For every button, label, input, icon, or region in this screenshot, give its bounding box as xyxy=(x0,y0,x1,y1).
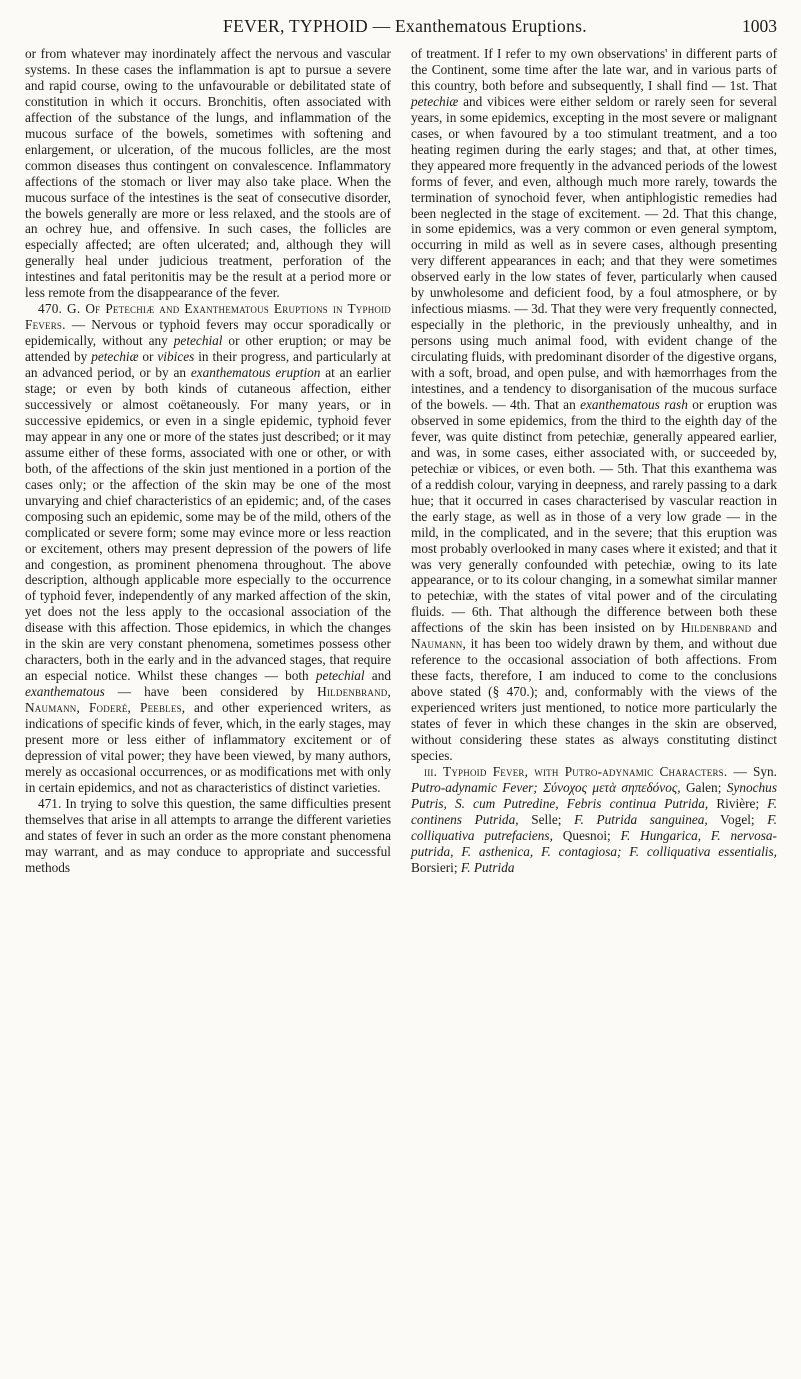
italic-term: exanthematous xyxy=(25,684,105,700)
italic-term: petechiæ xyxy=(91,349,139,365)
text-run: of treatment. If I refer to my own observations' in different parts of the Continent, some time after the late war, and in various parts of this country, both before and subsequently, I shall find — 1st. That xyxy=(411,46,777,93)
paragraph-text: 471. In trying to solve this question, the same difficulties present themselves that arise in all attempts to arrange the different varieties and states of fever in such an order as the more constant phenomena may warrant, and as may conduce to appropriate and successful methods xyxy=(25,795,391,875)
text-run: — have been considered by xyxy=(104,684,318,700)
text-run: in their progress, and particularly at an advanced period, or by an xyxy=(25,349,391,381)
italic-term: petechial xyxy=(315,668,365,684)
right-column xyxy=(411,46,777,876)
paragraph-convalescence xyxy=(25,46,391,301)
greek-term: Σύνοχος μετὰ σηπεδόνος, xyxy=(537,779,681,795)
section-471 xyxy=(25,796,391,876)
text-run: Syn. xyxy=(747,763,777,779)
text-run: , it has been too widely drawn by them, and without due reference to the occasional association of both affections. From these facts, therefore, I am induced to come to the conclusions above stated (§ 470.); and, conformably with the views of the experienced writers just mentioned, to notice more particularly the states of fever in which these changes in the skin are observed, without considering these states as always constituting distinct species. xyxy=(411,636,777,763)
text-run: Galen; xyxy=(680,779,727,795)
text-columns xyxy=(25,46,777,876)
text-run: Nervous or typhoid fevers may occur sporadically or epidemically, without any xyxy=(25,317,391,349)
italic-term: F. colliquativa putrefaciens, xyxy=(411,811,777,843)
paragraph-observations xyxy=(411,46,777,764)
italic-term: petechiæ xyxy=(411,93,459,109)
text-run: and xyxy=(751,620,777,636)
italic-term: F. Putrida sanguinea, xyxy=(574,811,708,827)
italic-term: F. Hungarica, F. nervosa-putrida, F. asthenica, F. contagiosa; F. colliquativa essentialis, xyxy=(411,827,777,859)
italic-term: F. Putrida xyxy=(460,859,515,875)
italic-term: exanthematous rash xyxy=(580,396,688,412)
text-run: and xyxy=(364,668,391,684)
italic-term: vibices xyxy=(157,349,195,365)
text-run: Quesnoi; xyxy=(552,827,621,843)
text-run: at an earlier stage; or even by both kinds of cutaneous affection, either successively or almost coëtaneously. For many years, or in successive epidemics, or even in a single epidemic, typhoid fever may appear in any one or more of the states just described; or it may assume either of these forms, associated with one or other, or with both, of the affections of the skin just mentioned in a portion of the cases only; or the affection of the skin may be one of the most unvarying and chief characteristics of an epidemic; and, of the cases composing such an epidemic, some may be of the mild, others of the complicated or severe form; some may evince more or less reaction or excitement, others may present depression of the powers of life and congestion, as prominent phenomena throughout. The above description, although applicable more especially to the occurrence of typhoid fever, independently of any marked affection of the skin, yet does not the less apply to the occasional association of the disease with this affection. Those epidemics, in which the changes in the skin are very constant phenomena, sometimes possess other characters, both in the early and in the advanced stages, that require an especial notice. Whilst these changes — both xyxy=(25,365,391,684)
text-run: or eruption was observed in some epidemics, from the third to the eighth day of the fever, was quite distinct from petechiæ, generally appeared earlier, and was, in some cases, either associated with, or succeeded by, petechiæ or vibices, or even both. — 5th. That this exanthema was of a reddish colour, varying in deepness, and rarely passing to a dark hue; that it occurred in cases characterised by vascular reaction in the early stage, as well as in those of a very low grade — in the mild, in the complicated, and in the severe; that this eruption was most probably overlooked in many cases where it existed; and that it was very generally confounded with petechiæ, owing to its late appearance, or to its colour changing, in a somewhat similar manner to petechiæ, with the states of vital power and of the circulating fluids. — 6th. That although the difference between both these affections of the skin has been insisted on by xyxy=(411,396,777,636)
author-name: Hildenbrand xyxy=(681,620,752,636)
italic-term: petechial xyxy=(173,333,223,349)
text-run: Vogel; xyxy=(707,811,768,827)
running-head xyxy=(25,16,777,44)
author-name: Naumann xyxy=(411,636,463,652)
italic-term: exanthematous eruption xyxy=(190,365,321,381)
section-heading-470: 470. G. Of Petechiæ and Exanthematous Eruptions in Typhoid Fevers. — xyxy=(25,301,391,333)
italic-term: F. continens Putrida, xyxy=(411,795,778,827)
section-470 xyxy=(25,301,391,796)
text-run: and vibices were either seldom or rarely seen for several years, in some epidemics, excepting in the most severe or malignant cases, or when favoured by a too stimulant treatment, and a too heating regimen during the early stages; and that, at other times, they appeared more frequently in the advanced periods of the lowest forms of fever, and even, although much more rarely, towards the termination of synochoid fever, when antiphlogistic remedies had been neglected in the stage of excitement. — 2d. That this change, in some epidemics, was a very common or even general symptom, occurring in mild as well as in severe cases, although presenting very different appearances in each; and that they were sometimes observed early in the low states of fever, particularly when caused by unwholesome and deficient food, by a foul atmosphere, or by infectious miasms. — 3d. That they were very frequently connected, especially in the plethoric, in the previously unhealthy, and in persons using much animal food, with evident change of the circulating fluids, with predominant disorder of the digestive organs, with a soft, broad, and open pulse, and with hæmorrhages from the intestines, and a tendency to disorganisation of the mucous surface of the bowels. — 4th. That an xyxy=(411,93,777,412)
running-head-title: FEVER, TYPHOID — Exanthematous Eruptions. xyxy=(223,16,587,36)
paragraph-text: or from whatever may inordinately affect the nervous and vascular systems. In these cases the inflammation is apt to pursue a severe and rapid course, owing to the unfavourable or debilitated state of constitution in which it occurs. Bronchitis, often associated with affection of the substance of the lungs, and inflammation of the mucous surface of the bowels, sometimes with softening and enlargement, or ulceration, of the mucous follicles, are the most common diseases thus contingent on convalescence. Inflammatory affections of the stomach or liver may also take place. When the mucous surface of the intestines is the seat of consecutive disorder, the bowels generally are more or less relaxed, and the stools are of an ochrey hue, and offensive. In such cases, the follicles are especially affected; are often ulcerated; and, although they will generally heal under judicious treatment, perforation of the intestines and fatal peritonitis may be the result at a period more or less remote from the disappearance of the fever. xyxy=(25,46,391,301)
text-run: Rivière; xyxy=(708,795,768,811)
text-run: Selle; xyxy=(518,811,575,827)
author-names: Hildenbrand, Naumann, Foderé, Peebles, xyxy=(25,684,391,716)
left-column xyxy=(25,46,391,876)
text-run: Borsieri; xyxy=(411,859,461,875)
text-run: or other eruption; or may be attended by xyxy=(25,333,392,365)
page-number: 1003 xyxy=(742,16,777,36)
section-heading-iii: iii. Typhoid Fever, with Putro-adynamic Characters. — xyxy=(424,763,748,779)
text-run: and other experienced writers, as indications of specific kinds of fever, which, in the early stages, may present more or less either of inflammatory excitement or of depression of vital power; they have been viewed, by many authors, merely as occasional occurrences, or as modifications met with only in certain epidemics, and not as characteristics of distinct varieties. xyxy=(25,700,391,795)
text-run: or xyxy=(138,349,158,365)
italic-term: Synochus Putris, S. cum Putredine, Febris continua Putrida, xyxy=(411,779,778,811)
italic-term: Putro-adynamic Fever; xyxy=(411,779,538,795)
section-iii xyxy=(411,764,777,876)
